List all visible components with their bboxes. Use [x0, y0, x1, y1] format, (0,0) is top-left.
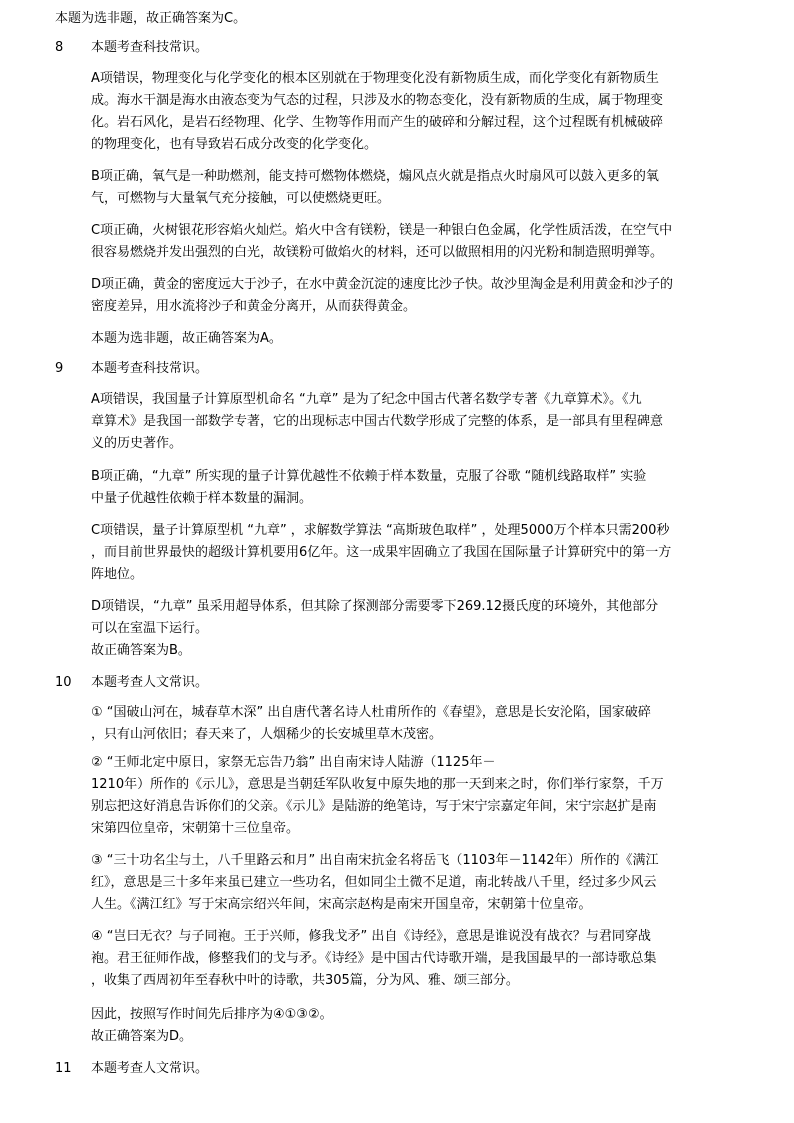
q8-option-b-line-1: B项正确，氧气是一种助燃剂，能支持可燃物体燃烧，煽风点火就是指点火时扇风可以鼓入更多的氧 [91, 169, 659, 184]
q10-item-4-line-2: 袍。君王征师作战，修整我们的戈与矛。《诗经》是中国古代诗歌开端，是我国最早的一部诗歌总集 [91, 951, 657, 966]
q10-item-2-line-3: 别忘把这好消息告诉你们的父亲。《示儿》是陆游的绝笔诗，写于宋宁宗嘉定年间，宋宁宗赵扩是南 [91, 799, 657, 814]
q9-option-b-line-2: 中量子优越性依赖于样本数量的漏洞。 [91, 491, 313, 506]
q10-item-2-line-1: ② “王师北定中原日，家祭无忘告乃翁” 出自南宋诗人陆游（1125年－ [91, 755, 496, 770]
q9-option-c-line-2: ，而目前世界最快的超级计算机要用6亿年。这一成果牢固确立了我国在国际量子计算研究中的第一方 [91, 545, 672, 560]
q10-item-4-line-1: ④ “岂曰无衣？与子同袍。王于兴师，修我戈矛” 出自《诗经》，意思是谁说没有战衣？与君同穿战 [91, 929, 651, 944]
q8-option-d-line-1: D项正确，黄金的密度远大于沙子，在水中黄金沉淀的速度比沙子快。故沙里淘金是利用黄金和沙子的 [91, 277, 674, 292]
q10-item-2-line-2: 1210年）所作的《示儿》，意思是当朝廷军队收复中原失地的那一天到来之时，你们举行家祭，千万 [91, 777, 664, 792]
q9-conclusion: 故正确答案为B。 [91, 643, 191, 658]
q10-item-4-line-3: ，收集了西周初年至春秋中叶的诗歌，共305篇，分为风、雅、颂三部分。 [91, 973, 519, 988]
q10-item-3-line-2: 红》，意思是三十多年来虽已建立一些功名，但如同尘土微不足道，南北转战八千里，经过多少风云 [91, 875, 657, 890]
q9-option-c-line-1: C项错误，量子计算原型机 “九章” ，求解数学算法 “高斯玻色取样” ，处理5000万个样本只需200秒 [91, 523, 670, 538]
q9-option-c-line-3: 阵地位。 [91, 567, 144, 582]
q8-option-a-line-1: A项错误，物理变化与化学变化的根本区别就在于物理变化没有新物质生成，而化学变化有新物质生 [91, 71, 659, 86]
question-8-intro: 本题考查科技常识。 [91, 40, 209, 55]
q10-order: 因此，按照写作时间先后排序为④①③②。 [91, 1007, 333, 1022]
q8-option-c-line-2: 很容易燃烧并发出强烈的白光，故镁粉可做焰火的材料，还可以做照相用的闪光粉和制造照明弹等。 [91, 245, 664, 260]
q8-option-d-line-2: 密度差异，用水流将沙子和黄金分离开，从而获得黄金。 [91, 299, 417, 314]
previous-answer-conclusion: 本题为选非题，故正确答案为C。 [55, 11, 247, 26]
q8-option-c-line-1: C项正确，火树银花形容焰火灿烂。焰火中含有镁粉，镁是一种银白色金属，化学性质活泼，在空气中 [91, 223, 673, 238]
question-8-number: 8 [55, 40, 64, 55]
q9-option-d-line-2: 可以在室温下运行。 [91, 621, 209, 636]
q8-option-a-line-3: 化。岩石风化，是岩石经物理、化学、生物等作用而产生的破碎和分解过程，这个过程既有机械破碎 [91, 115, 664, 130]
q9-option-a-line-1: A项错误，我国量子计算原型机命名 “九章” 是为了纪念中国古代著名数学专著《九章算术》。《九 [91, 392, 642, 407]
q10-item-1-line-1: ① “国破山河在，城春草木深” 出自唐代著名诗人杜甫所作的《春望》，意思是长安沦陷，国家破碎 [91, 705, 651, 720]
q9-option-a-line-2: 章算术》是我国一部数学专著，它的出现标志中国古代数学形成了完整的体系，是一部具有里程碑意 [91, 414, 664, 429]
q10-conclusion: 故正确答案为D。 [91, 1029, 193, 1044]
q9-option-d-line-1: D项错误，“九章” 虽采用超导体系，但其除了探测部分需要零下269.12摄氏度的环境外，其他部分 [91, 599, 659, 614]
q10-item-1-line-2: ，只有山河依旧；春天来了，人烟稀少的长安城里草木茂密。 [91, 727, 443, 742]
question-9-intro: 本题考查科技常识。 [91, 361, 209, 376]
question-11-intro: 本题考查人文常识。 [91, 1061, 209, 1076]
q8-option-a-line-4: 的物理变化，也有导致岩石成分改变的化学变化。 [91, 137, 378, 152]
q10-item-3-line-3: 人生。《满江红》写于宋高宗绍兴年间，宋高宗赵构是南宋开国皇帝，宋朝第十位皇帝。 [91, 897, 592, 912]
q8-option-a-line-2: 成。海水干涸是海水由液态变为气态的过程，只涉及水的物态变化，没有新物质的生成，属于物理变 [91, 93, 664, 108]
q10-item-2-line-4: 宋第四位皇帝，宋朝第十三位皇帝。 [91, 821, 300, 836]
q10-item-3-line-1: ③ “三十功名尘与土，八千里路云和月” 出自南宋抗金名将岳飞（1103年－1142年）所作的《满江 [91, 853, 659, 868]
question-11-number: 11 [55, 1061, 72, 1076]
q8-conclusion: 本题为选非题，故正确答案为A。 [91, 331, 282, 346]
question-10-intro: 本题考查人文常识。 [91, 675, 209, 690]
q9-option-a-line-3: 义的历史著作。 [91, 436, 183, 451]
q9-option-b-line-1: B项正确，“九章” 所实现的量子计算优越性不依赖于样本数量，克服了谷歌 “随机线路取样” 实验 [91, 469, 647, 484]
question-10-number: 10 [55, 675, 72, 690]
question-9-number: 9 [55, 361, 64, 376]
q8-option-b-line-2: 气，可燃物与大量氧气充分接触，可以使燃烧更旺。 [91, 191, 391, 206]
